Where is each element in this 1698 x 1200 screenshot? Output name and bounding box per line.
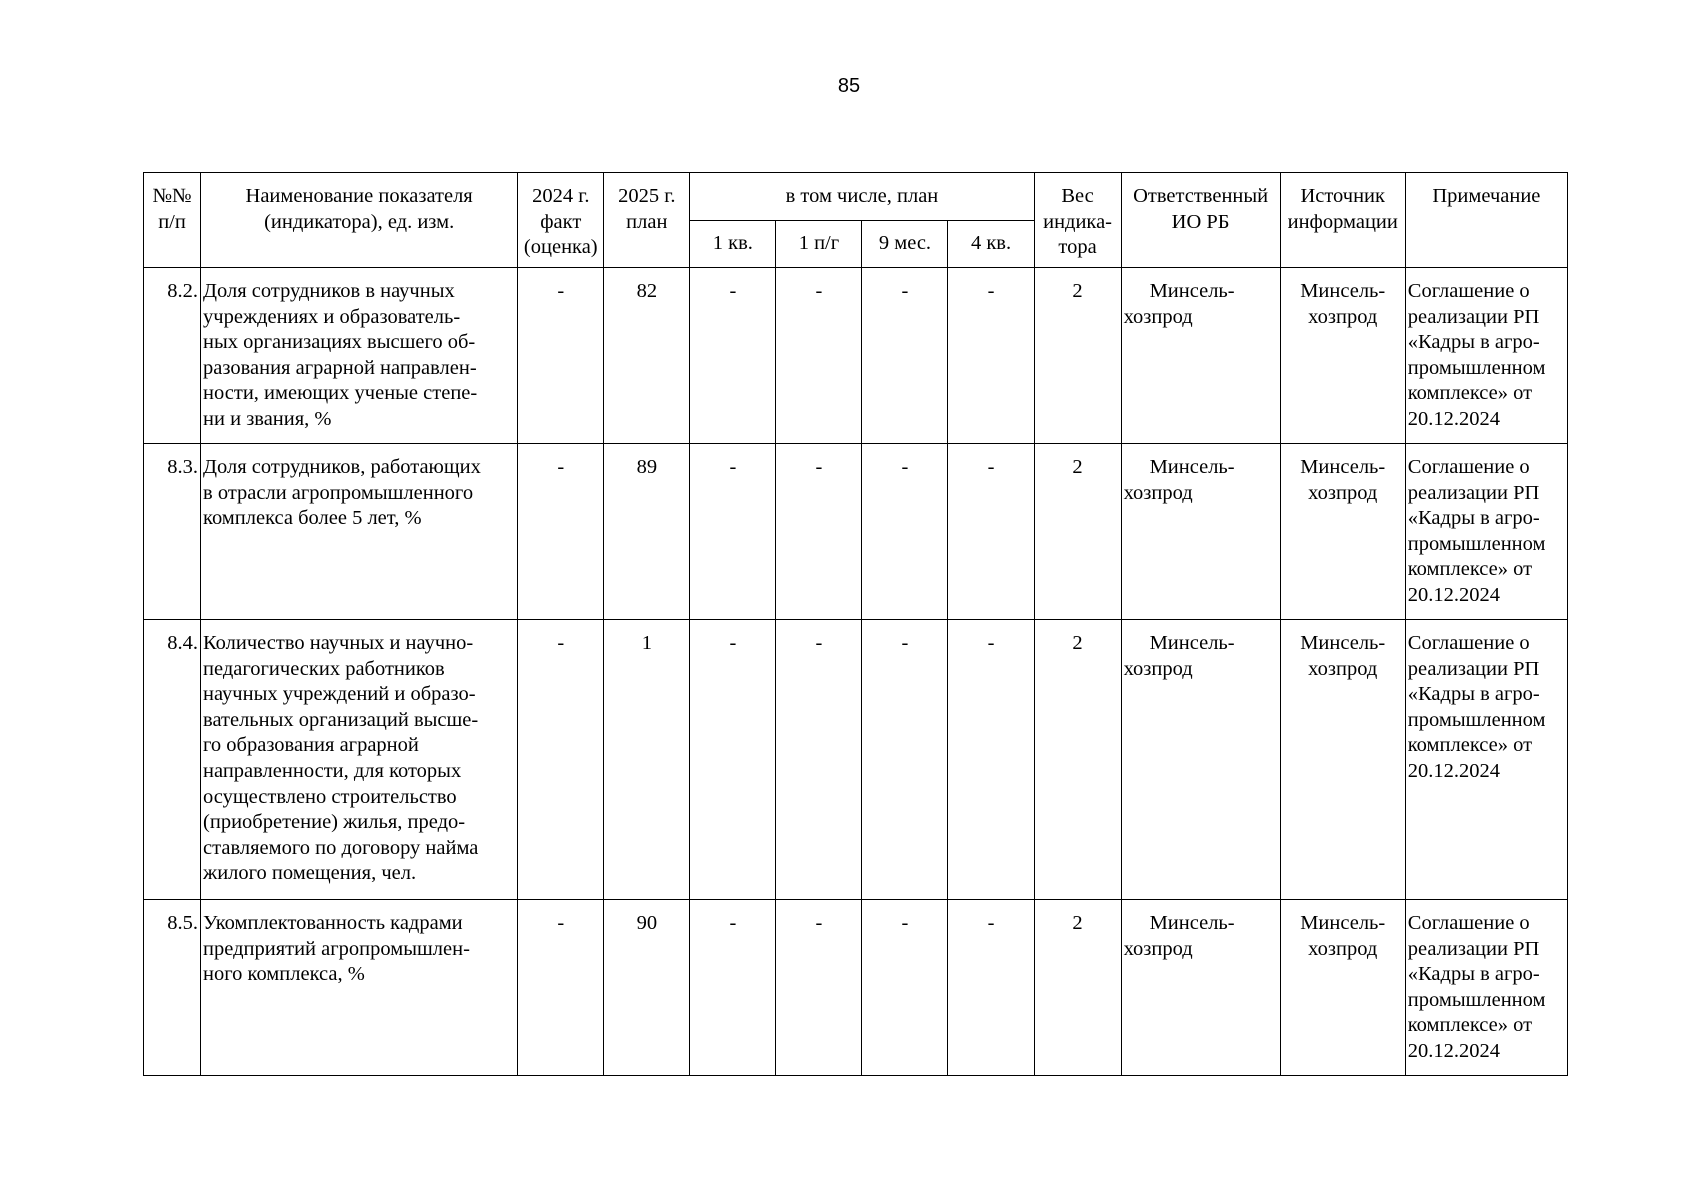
header-name: Наименование показателя (индикатора), ед. изм. (201, 173, 518, 268)
plan-h1: - (776, 620, 862, 900)
plan-q4: - (948, 444, 1034, 620)
plan-q4: - (948, 620, 1034, 900)
indicator-weight: 2 (1034, 444, 1121, 620)
plan-q1: - (690, 620, 776, 900)
page-number: 85 (837, 75, 861, 97)
plan-q1: - (690, 900, 776, 1076)
plan-9m: - (862, 444, 948, 620)
plan-q4: - (948, 900, 1034, 1076)
indicator-name: Доля сотрудников, работающих в отрасли агропромышленного комплекса более 5 лет, % (201, 444, 518, 620)
info-source: Минсель- хозпрод (1280, 620, 1405, 900)
plan-2025: 90 (604, 900, 690, 1076)
plan-h1: - (776, 268, 862, 444)
plan-h1: - (776, 900, 862, 1076)
plan-h1: - (776, 444, 862, 620)
row-num: 8.2. (144, 268, 201, 444)
fact-2024: - (518, 268, 604, 444)
plan-9m: - (862, 268, 948, 444)
fact-2024: - (518, 444, 604, 620)
header-weight: Вес индика- тора (1034, 173, 1121, 268)
indicator-name: Доля сотрудников в научных учреждениях и образователь- ных организациях высшего об- разования аграрной направлен- ности, имеющих ученые степе- ни и звания, % (201, 268, 518, 444)
header-note: Примечание (1405, 173, 1567, 268)
table-row (144, 444, 1568, 620)
plan-2025: 1 (604, 620, 690, 900)
header-plan-2025: 2025 г. план (604, 173, 690, 268)
header-num: №№ п/п (144, 173, 201, 268)
header-responsible: Ответственный ИО РБ (1121, 173, 1280, 268)
info-source: Минсель- хозпрод (1280, 268, 1405, 444)
table-row (144, 620, 1568, 900)
plan-2025: 82 (604, 268, 690, 444)
note: Соглашение о реализации РП «Кадры в агро- промышленном комплексе» от 20.12.2024 (1405, 900, 1567, 1076)
table-header (144, 173, 1568, 268)
row-num: 8.5. (144, 900, 201, 1076)
responsible-body: Минсель- хозпрод (1121, 268, 1280, 444)
responsible-body: Минсель- хозпрод (1121, 900, 1280, 1076)
indicator-name: Количество научных и научно- педагогических работников научных учреждений и образо- вательных организаций высше- го образования аграрной направленности, для которых осуществлено строительство (приобретение) жилья, предо- ставляемого по договору найма жилого помещения, чел. (201, 620, 518, 900)
fact-2024: - (518, 900, 604, 1076)
plan-q1: - (690, 268, 776, 444)
plan-9m: - (862, 900, 948, 1076)
responsible-body: Минсель- хозпрод (1121, 620, 1280, 900)
header-9m: 9 мес. (862, 221, 948, 268)
plan-q4: - (948, 268, 1034, 444)
note: Соглашение о реализации РП «Кадры в агро- промышленном комплексе» от 20.12.2024 (1405, 444, 1567, 620)
header-q4: 4 кв. (948, 221, 1034, 268)
responsible-body: Минсель- хозпрод (1121, 444, 1280, 620)
plan-q1: - (690, 444, 776, 620)
fact-2024: - (518, 620, 604, 900)
header-including-plan: в том числе, план (690, 173, 1034, 221)
info-source: Минсель- хозпрод (1280, 900, 1405, 1076)
note: Соглашение о реализации РП «Кадры в агро- промышленном комплексе» от 20.12.2024 (1405, 620, 1567, 900)
indicator-name: Укомплектованность кадрами предприятий агропромышлен- ного комплекса, % (201, 900, 518, 1076)
info-source: Минсель- хозпрод (1280, 444, 1405, 620)
table-row (144, 268, 1568, 444)
header-h1: 1 п/г (776, 221, 862, 268)
indicator-weight: 2 (1034, 620, 1121, 900)
row-num: 8.4. (144, 620, 201, 900)
note: Соглашение о реализации РП «Кадры в агро- промышленном комплексе» от 20.12.2024 (1405, 268, 1567, 444)
indicators-table (143, 172, 1568, 1076)
plan-2025: 89 (604, 444, 690, 620)
table-row (144, 900, 1568, 1076)
header-q1: 1 кв. (690, 221, 776, 268)
header-fact-2024: 2024 г. факт (оценка) (518, 173, 604, 268)
plan-9m: - (862, 620, 948, 900)
row-num: 8.3. (144, 444, 201, 620)
header-source: Источник информации (1280, 173, 1405, 268)
indicator-weight: 2 (1034, 268, 1121, 444)
indicator-weight: 2 (1034, 900, 1121, 1076)
